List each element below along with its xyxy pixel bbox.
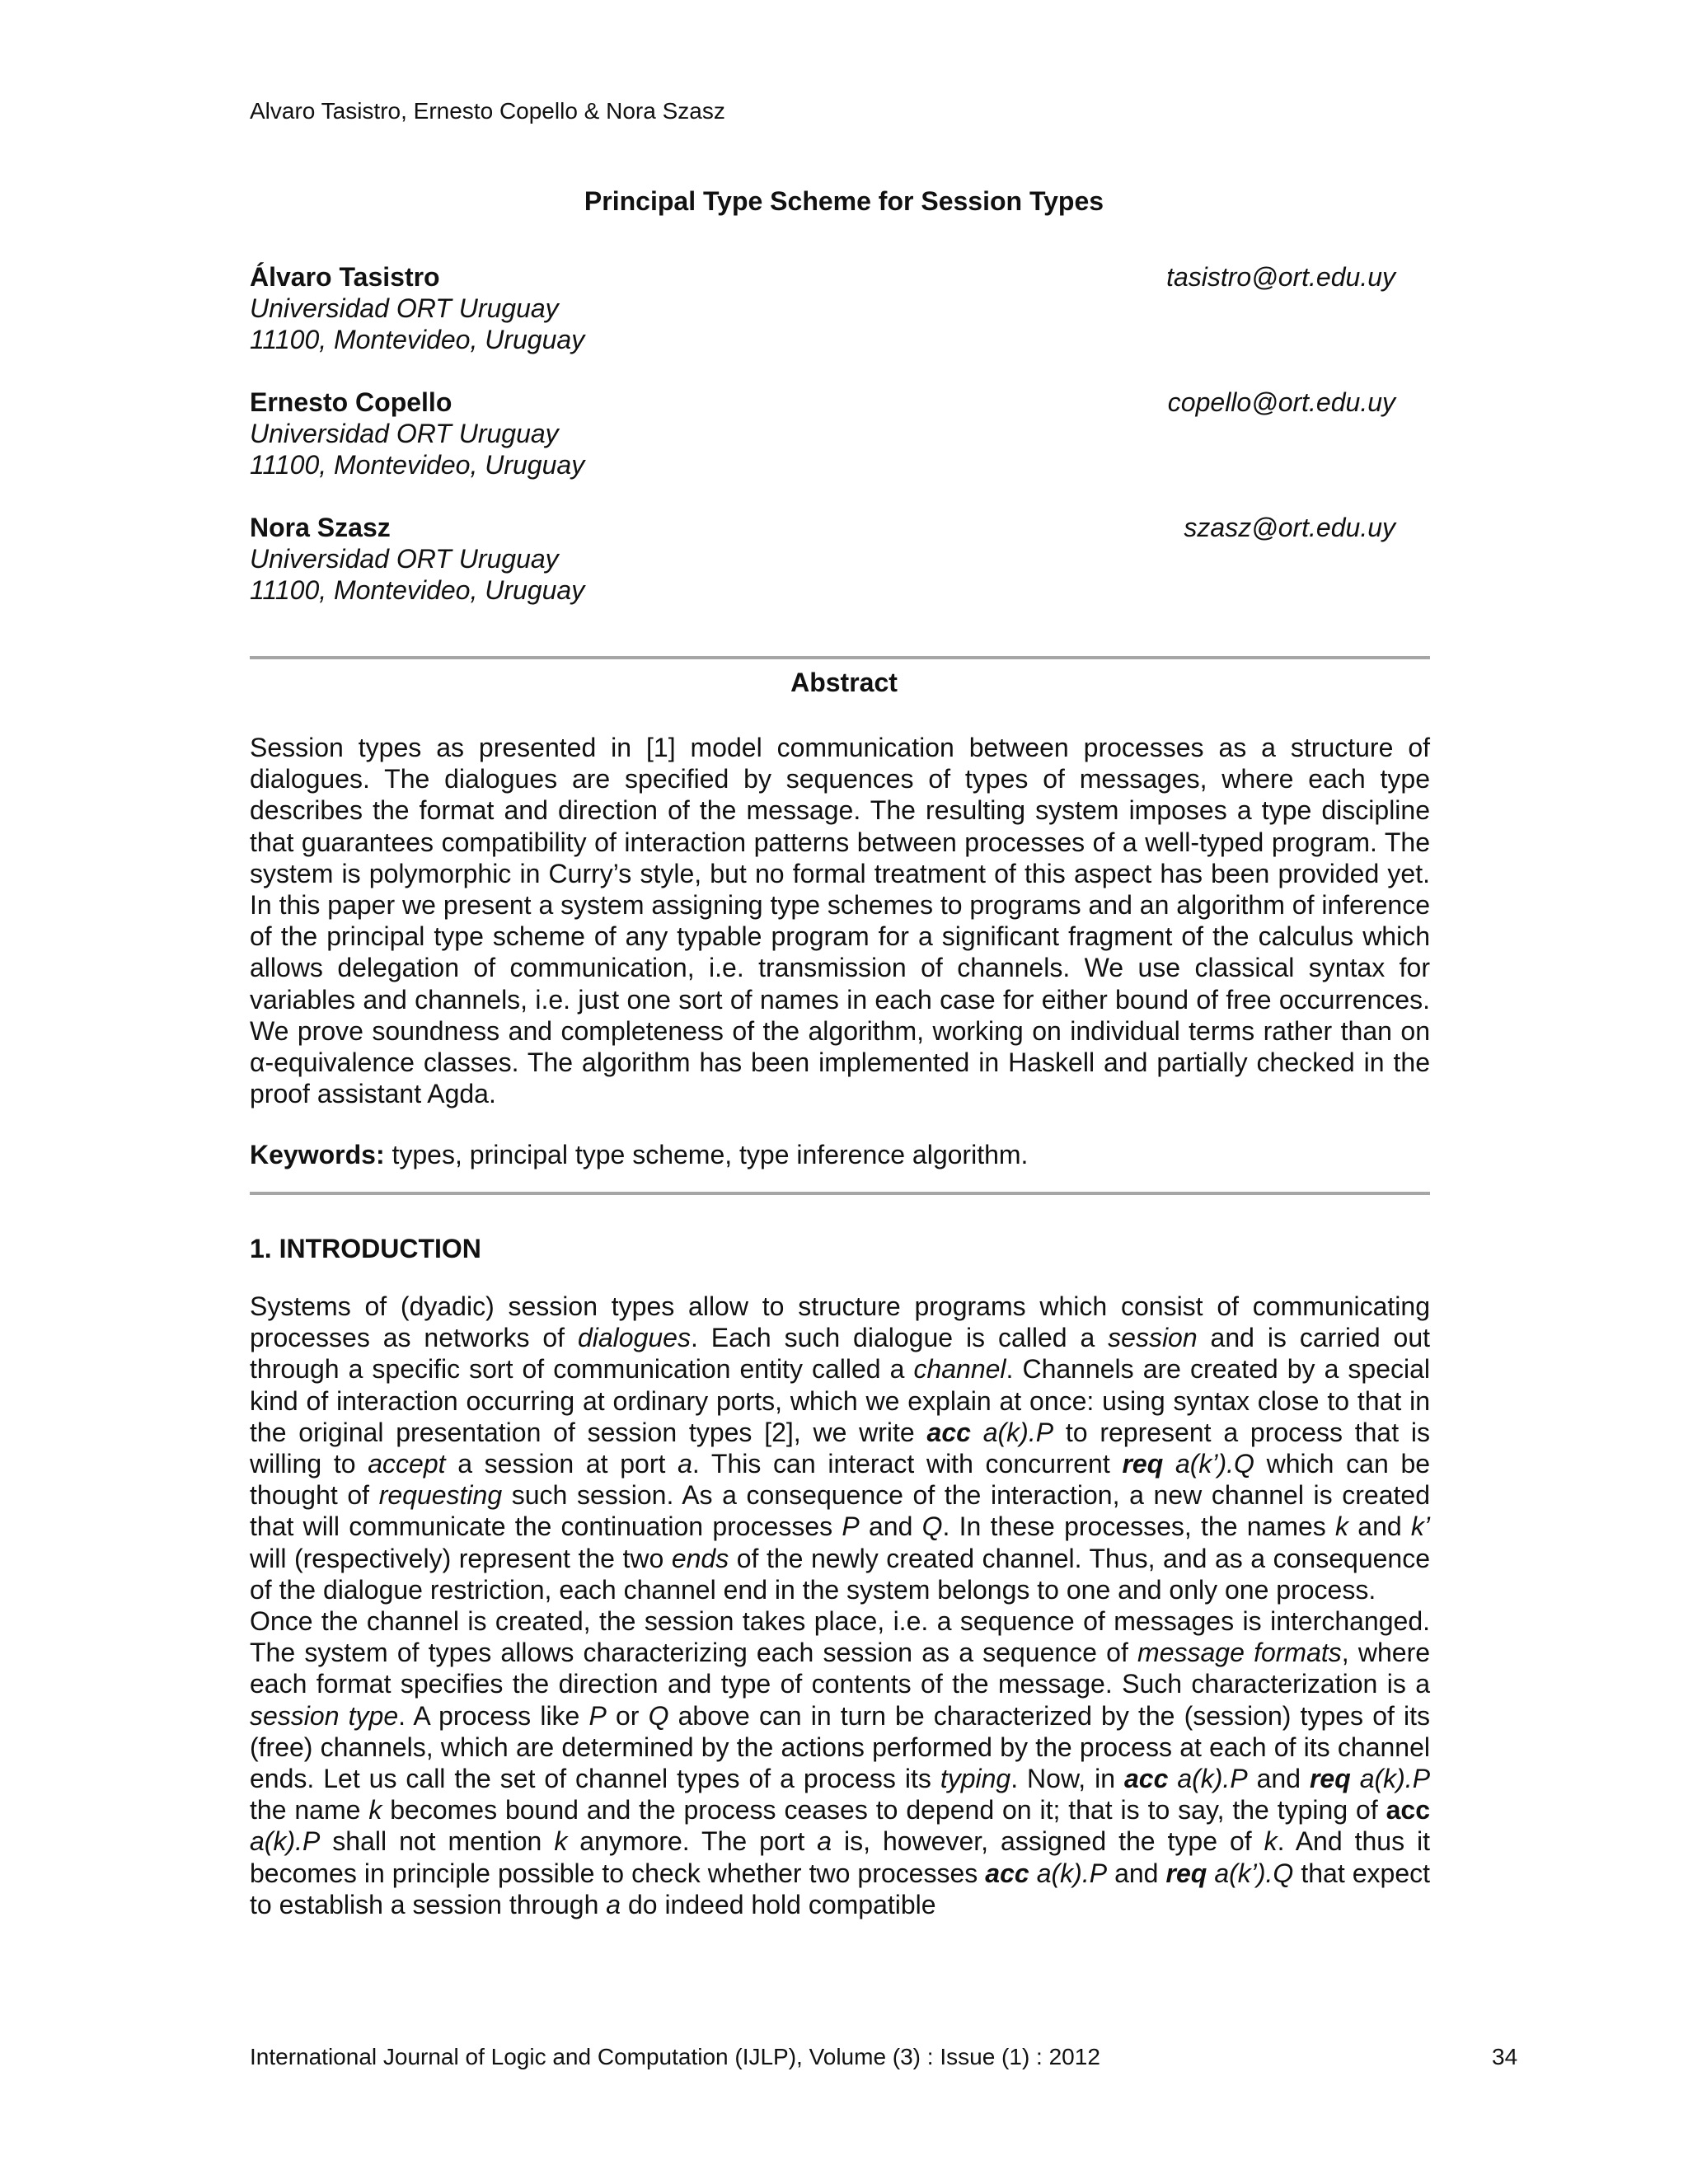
- author-affiliation: Universidad ORT Uruguay: [250, 293, 559, 323]
- intro-paragraph-1: Systems of (dyadic) session types allow to structure programs which consist of communicating processes as networks of dialogues. Each such dialogue is called a session and is carried out through a specific sort of communication entity called a channel. Channels are created by a special kind of interaction occurring at ordinary ports, which we explain at once: using syntax close to that in the original presentation of session types [2], we write acc a(k).P to represent a process that is willing to accept a session at port a. This can interact with concurrent req a(k’).Q which can be thought of requesting such session. As a consequence of the interaction, a new channel is created that will communicate the continuation processes P and Q. In these processes, the names k and k’ will (respectively) represent the two ends of the newly created channel. Thus, and as a consequence of the dialogue restriction, each channel end in the system belongs to one and only one process.: [250, 1291, 1431, 1605]
- author-address: 11100, Montevideo, Uruguay: [250, 325, 585, 354]
- author-name: Ernesto Copello: [250, 387, 452, 417]
- author-block: [250, 261, 1395, 355]
- author-address: 11100, Montevideo, Uruguay: [250, 575, 585, 605]
- page-number: 34: [1492, 2044, 1518, 2069]
- keywords-label: Keywords:: [250, 1140, 385, 1169]
- author-email[interactable]: copello@ort.edu.uy: [1167, 387, 1395, 417]
- abstract-paragraph: Session types as presented in [1] model communication between processes as a structure of dialogues. The dialogues are specified by sequences of types of messages, where each type describes the format and direction of the message. The resulting system imposes a type discipline that guarantees compatibility of interaction patterns between processes of a well-typed program. The system is polymorphic in Curry’s style, but no formal treatment of this aspect has been provided yet. In this paper we present a system assigning type schemes to programs and an algorithm of inference of the principal type scheme of any typable program for a significant fragment of the calculus which allows delegation of communication, i.e. transmission of channels. We use classical syntax for variables and channels, i.e. just one sort of names in each case for either bound of free occurrences. We prove soundness and completeness of the algorithm, working on individual terms rather than on α-equivalence classes. The algorithm has been implemented in Haskell and partially checked in the proof assistant Agda.: [250, 733, 1430, 1109]
- running-header: Alvaro Tasistro, Ernesto Copello & Nora Szasz: [250, 98, 725, 124]
- introduction-body: [250, 1291, 1430, 1920]
- keywords-line: [250, 1140, 1028, 1170]
- keywords-text: types, principal type scheme, type inference algorithm.: [384, 1140, 1029, 1169]
- author-email[interactable]: szasz@ort.edu.uy: [1184, 513, 1395, 542]
- author-affiliation: Universidad ORT Uruguay: [250, 544, 559, 574]
- abstract-text: [250, 732, 1430, 1109]
- author-name: Álvaro Tasistro: [250, 262, 440, 292]
- author-address: 11100, Montevideo, Uruguay: [250, 450, 585, 480]
- author-block: [250, 387, 1395, 480]
- author-block: [250, 512, 1395, 606]
- paper-title: Principal Type Scheme for Session Types: [584, 186, 1104, 216]
- divider-rule: [250, 1192, 1430, 1195]
- section-heading: 1. INTRODUCTION: [250, 1234, 481, 1263]
- author-name: Nora Szasz: [250, 513, 391, 542]
- intro-paragraph-2: Once the channel is created, the session takes place, i.e. a sequence of messages is interchanged. The system of types allows characterizing each session as a sequence of message formats, where each format specifies the direction and type of contents of the message. Such characterization is a session type. A process like P or Q above can in turn be characterized by the (session) types of its (free) channels, which are determined by the actions performed by the process at each of its channel ends. Let us call the set of channel types of a process its typing. Now, in acc a(k).P and req a(k).P the name k becomes bound and the process ceases to depend on it; that is to say, the typing of acc a(k).P shall not mention k anymore. The port a is, however, assigned the type of k. And thus it becomes in principle possible to check whether two processes acc a(k).P and req a(k’).Q that expect to establish a session through a do indeed hold compatible: [250, 1606, 1431, 1919]
- author-email[interactable]: tasistro@ort.edu.uy: [1166, 262, 1395, 292]
- footer-journal: International Journal of Logic and Computation (IJLP), Volume (3) : Issue (1) : 2012: [250, 2044, 1100, 2069]
- abstract-heading: Abstract: [790, 668, 898, 697]
- divider-rule: [250, 656, 1430, 659]
- author-affiliation: Universidad ORT Uruguay: [250, 419, 559, 448]
